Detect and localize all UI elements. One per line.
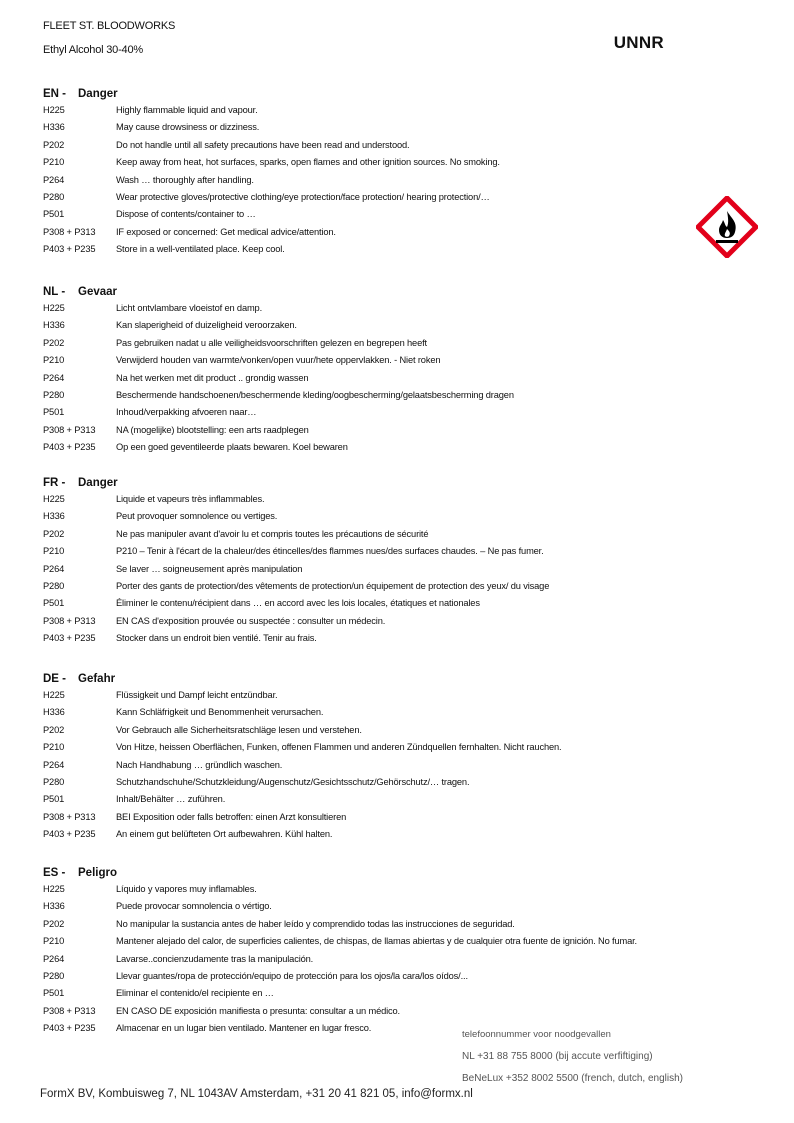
statement-row <box>43 154 763 171</box>
statement-text: Eliminar el contenido/el recipiente en … <box>116 988 274 999</box>
hazard-section <box>43 866 763 1038</box>
statement-code: H336 <box>43 320 65 331</box>
statement-code: P403 + P235 <box>43 1023 96 1034</box>
statement-row <box>43 739 763 756</box>
signal-word: Gefahr <box>78 673 116 685</box>
statement-text: BEI Exposition oder falls betroffen: einen Arzt konsultieren <box>116 811 347 822</box>
hazard-section <box>43 476 763 648</box>
statement-code: P501 <box>43 407 65 418</box>
signal-word: Danger <box>78 477 118 489</box>
language-code: EN - <box>43 88 66 100</box>
statement-row <box>43 508 763 525</box>
statement-text: Ne pas manipuler avant d'avoir lu et compris toutes les précautions de sécurité <box>116 528 429 539</box>
statement-row <box>43 791 763 808</box>
statement-row <box>43 809 763 826</box>
statement-row <box>43 881 763 898</box>
un-code: UNNR <box>613 33 664 52</box>
statement-text: Nach Handhabung … gründlich waschen. <box>116 759 283 770</box>
statement-code: P501 <box>43 988 65 999</box>
emergency-nl: NL +31 88 755 8000 (bij accute verfiftiging) <box>462 1051 653 1062</box>
statement-row <box>43 1020 763 1037</box>
section-heading <box>43 866 763 881</box>
hazard-section <box>43 285 763 457</box>
statement-row <box>43 422 763 439</box>
section-heading <box>43 672 763 687</box>
statement-row <box>43 317 763 334</box>
statement-text: Keep away from heat, hot surfaces, sparks, open flames and other ignition sources. No smoking. <box>116 157 500 168</box>
statement-row <box>43 951 763 968</box>
statement-row <box>43 335 763 352</box>
statement-text: Porter des gants de protection/des vêtements de protection/un équipement de protection des yeux/ du visage <box>116 580 550 591</box>
language-code: ES - <box>43 867 66 879</box>
statement-row <box>43 102 763 119</box>
statement-code: P210 <box>43 742 65 753</box>
statement-code: H336 <box>43 511 65 522</box>
statement-code: P501 <box>43 598 65 609</box>
statement-row <box>43 370 763 387</box>
statement-text: Wear protective gloves/protective clothing/eye protection/face protection/ hearing protection/… <box>116 191 490 202</box>
statement-text: Éliminer le contenu/récipient dans … en accord avec les lois locales, étatiques et nationales <box>116 598 480 609</box>
language-code: FR - <box>43 477 66 489</box>
statement-text: Beschermende handschoenen/beschermende kleding/oogbescherming/gelaatsbescherming dragen <box>116 389 514 400</box>
signal-word: Danger <box>78 88 118 100</box>
statement-code: P280 <box>43 970 65 981</box>
signal-word: Peligro <box>78 867 117 879</box>
statement-code: P403 + P235 <box>43 633 96 644</box>
statement-text: Schutzhandschuhe/Schutzkleidung/Augenschutz/Gesichtsschutz/Gehörschutz/… tragen. <box>116 776 470 787</box>
statement-row <box>43 774 763 791</box>
statement-row <box>43 352 763 369</box>
statement-code: P210 <box>43 936 65 947</box>
statement-text: Llevar guantes/ropa de protección/equipo de protección para los ojos/la cara/los oídos/... <box>116 970 468 981</box>
statement-code: P308 + P313 <box>43 226 96 237</box>
statement-row <box>43 119 763 136</box>
statement-row <box>43 968 763 985</box>
statement-text: Liquide et vapeurs très inflammables. <box>116 494 265 504</box>
statement-code: P403 + P235 <box>43 442 96 453</box>
statement-text: An einem gut belüfteten Ort aufbewahren. Kühl halten. <box>116 829 333 840</box>
section-heading <box>43 87 763 102</box>
statement-row <box>43 613 763 630</box>
statement-text: Kan slaperigheid of duizeligheid veroorzaken. <box>116 320 297 331</box>
statement-code: P202 <box>43 337 65 348</box>
statement-row <box>43 206 763 223</box>
statement-code: P308 + P313 <box>43 424 96 435</box>
statement-text: Peut provoquer somnolence ou vertiges. <box>116 511 278 522</box>
statement-text: Do not handle until all safety precautions have been read and understood. <box>116 139 410 150</box>
statement-row <box>43 826 763 843</box>
statement-text: Store in a well-ventilated place. Keep cool. <box>116 244 285 255</box>
statement-code: P202 <box>43 139 65 150</box>
statement-row <box>43 137 763 154</box>
language-code: NL - <box>43 286 66 298</box>
statement-code: P264 <box>43 759 65 770</box>
section-heading <box>43 285 763 300</box>
statement-row <box>43 526 763 543</box>
statement-text: Wash … thoroughly after handling. <box>116 174 254 185</box>
statement-row <box>43 757 763 774</box>
statement-row <box>43 543 763 560</box>
statement-row <box>43 687 763 704</box>
statement-text: Flüssigkeit und Dampf leicht entzündbar. <box>116 690 278 700</box>
statement-text: EN CAS d'exposition prouvée ou suspectée : consulter un médecin. <box>116 615 386 626</box>
statement-text: P210 – Tenir à l'écart de la chaleur/des étincelles/des flammes nues/des surfaces chaudes. – Ne pas fumer. <box>116 546 544 557</box>
statement-code: P210 <box>43 355 65 366</box>
statement-text: Inhalt/Behälter … zuführen. <box>116 794 226 805</box>
statement-text: Stocker dans un endroit bien ventilé. Tenir au frais. <box>116 633 317 644</box>
statement-code: P308 + P313 <box>43 1005 96 1016</box>
statement-text: Dispose of contents/container to … <box>116 209 256 220</box>
statement-row <box>43 1003 763 1020</box>
statement-row <box>43 985 763 1002</box>
statement-text: IF exposed or concerned: Get medical advice/attention. <box>116 226 336 237</box>
statement-row <box>43 189 763 206</box>
statement-text: Mantener alejado del calor, de superficies calientes, de chispas, de llamas abiertas y de cualquier otra fuente de ignición. No fumar. <box>116 936 637 947</box>
statement-code: H225 <box>43 884 65 894</box>
statement-row <box>43 241 763 258</box>
statement-text: Pas gebruiken nadat u alle veiligheidsvoorschriften gelezen en begrepen heeft <box>116 337 427 348</box>
statement-code: P501 <box>43 209 65 220</box>
statement-code: P210 <box>43 157 65 168</box>
statement-text: Líquido y vapores muy inflamables. <box>116 884 257 894</box>
statement-row <box>43 561 763 578</box>
statement-code: P210 <box>43 546 65 557</box>
statement-code: H225 <box>43 303 65 313</box>
statement-code: H225 <box>43 690 65 700</box>
statement-row <box>43 404 763 421</box>
product-subtitle: Ethyl Alcohol 30-40% <box>43 44 143 56</box>
statement-code: P501 <box>43 794 65 805</box>
statement-code: P264 <box>43 953 65 964</box>
section-heading <box>43 476 763 491</box>
statement-code: H336 <box>43 901 65 912</box>
emergency-title: telefoonnummer voor noodgevallen <box>462 1029 611 1040</box>
statement-code: P280 <box>43 580 65 591</box>
statement-code: P403 + P235 <box>43 244 96 255</box>
statement-row <box>43 491 763 508</box>
statement-text: Licht ontvlambare vloeistof en damp. <box>116 303 263 313</box>
statement-text: Op een goed geventileerde plaats bewaren. Koel bewaren <box>116 442 348 453</box>
statement-row <box>43 722 763 739</box>
statement-code: P264 <box>43 174 65 185</box>
statement-code: H336 <box>43 122 65 133</box>
statement-row <box>43 387 763 404</box>
statement-text: NA (mogelijke) blootstelling: een arts raadplegen <box>116 424 309 435</box>
statement-row <box>43 595 763 612</box>
statement-code: P280 <box>43 191 65 202</box>
statement-code: H225 <box>43 105 65 115</box>
statement-code: H225 <box>43 494 65 504</box>
statement-code: P202 <box>43 528 65 539</box>
statement-code: P280 <box>43 776 65 787</box>
statement-text: Puede provocar somnolencia o vértigo. <box>116 901 272 912</box>
statement-row <box>43 439 763 456</box>
statement-row <box>43 898 763 915</box>
statement-text: Inhoud/verpakking afvoeren naar… <box>116 407 257 418</box>
statement-row <box>43 172 763 189</box>
statement-text: Verwijderd houden van warmte/vonken/open vuur/hete oppervlakken. - Niet roken <box>116 355 441 366</box>
statement-text: No manipular la sustancia antes de haber leído y comprendido todas las instrucciones de seguridad. <box>116 918 515 929</box>
statement-code: P264 <box>43 372 65 383</box>
statement-text: Von Hitze, heissen Oberflächen, Funken, offenen Flammen und anderen Zündquellen fernhalten. Nicht rauchen. <box>116 742 562 753</box>
signal-word: Gevaar <box>78 286 118 298</box>
statement-code: P308 + P313 <box>43 811 96 822</box>
statement-row <box>43 300 763 317</box>
statement-code: P264 <box>43 563 65 574</box>
statement-row <box>43 630 763 647</box>
statement-text: Highly flammable liquid and vapour. <box>116 105 258 115</box>
statement-code: P280 <box>43 389 65 400</box>
statement-text: Vor Gebrauch alle Sicherheitsratschläge lesen und verstehen. <box>116 724 362 735</box>
statement-row <box>43 916 763 933</box>
statement-code: H336 <box>43 707 65 718</box>
statement-row <box>43 704 763 721</box>
product-name: FLEET ST. BLOODWORKS <box>43 20 176 32</box>
statement-row <box>43 933 763 950</box>
statement-text: Lavarse..concienzudamente tras la manipulación. <box>116 953 314 964</box>
company-footer: FormX BV, Kombuisweg 7, NL 1043AV Amsterdam, +31 20 41 821 05, info@formx.nl <box>40 1088 473 1100</box>
statement-code: P308 + P313 <box>43 615 96 626</box>
language-code: DE - <box>43 673 66 685</box>
hazard-section <box>43 672 763 844</box>
statement-text: Kann Schläfrigkeit und Benommenheit verursachen. <box>116 707 324 718</box>
statement-row <box>43 578 763 595</box>
statement-text: May cause drowsiness or dizziness. <box>116 122 260 133</box>
statement-text: Se laver … soigneusement après manipulation <box>116 563 303 574</box>
statement-row <box>43 224 763 241</box>
statement-code: P202 <box>43 724 65 735</box>
statement-text: EN CASO DE exposición manifiesta o presunta: consultar a un médico. <box>116 1005 400 1016</box>
emergency-benelux: BeNeLux +352 8002 5500 (french, dutch, english) <box>462 1073 683 1084</box>
statement-text: Na het werken met dit product .. grondig wassen <box>116 372 309 383</box>
hazard-section <box>43 87 763 259</box>
statement-code: P202 <box>43 918 65 929</box>
statement-text: Almacenar en un lugar bien ventilado. Mantener en lugar fresco. <box>116 1023 372 1034</box>
statement-code: P403 + P235 <box>43 829 96 840</box>
